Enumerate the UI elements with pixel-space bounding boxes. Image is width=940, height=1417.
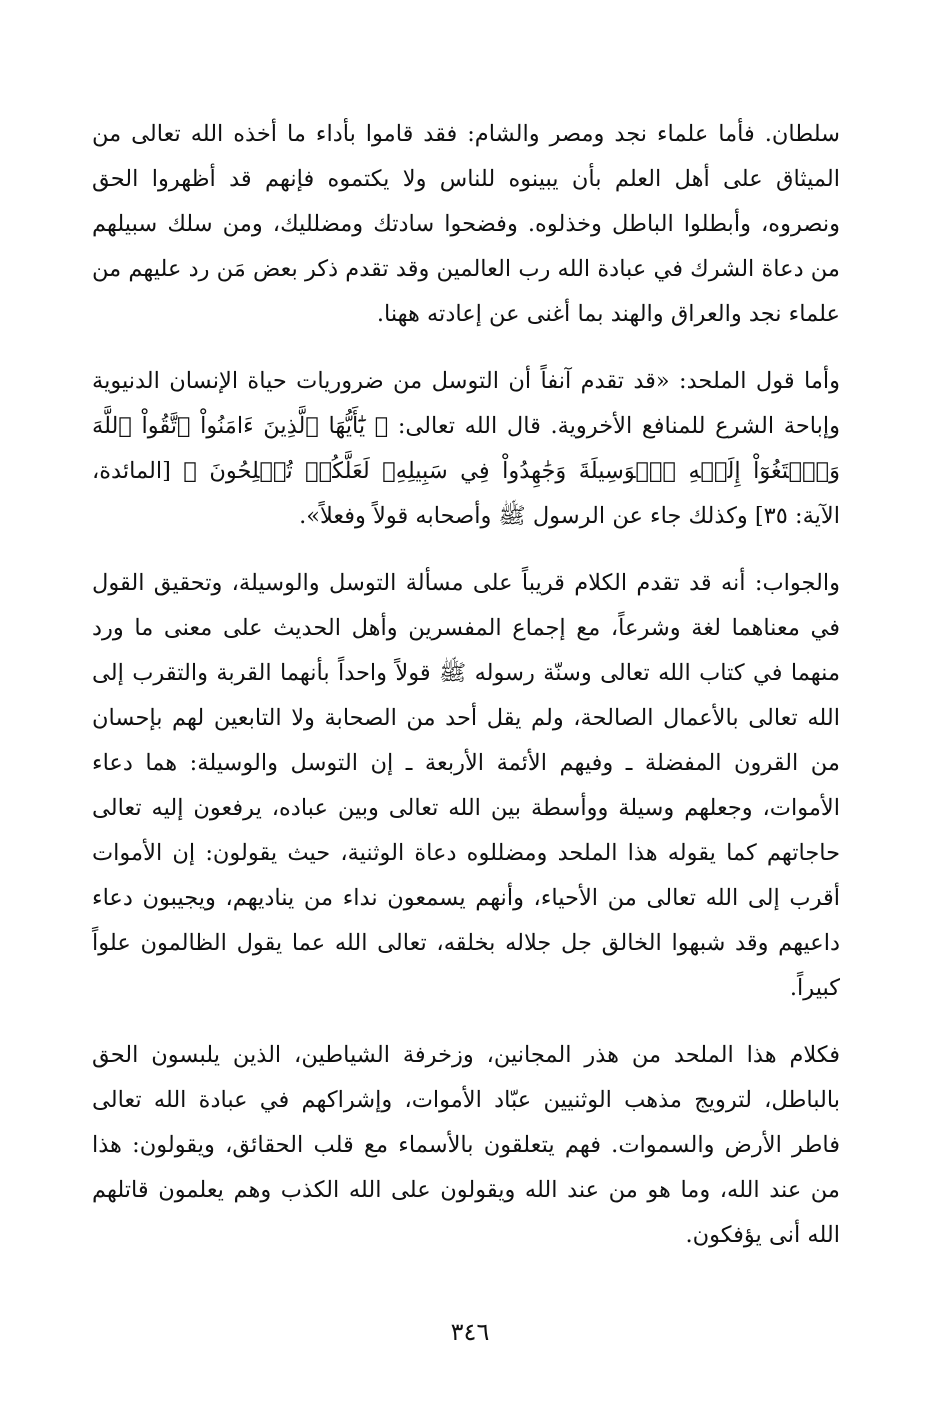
- page-body: [92, 112, 840, 1258]
- paragraph-3: والجواب: أنه قد تقدم الكلام قريباً على مسألة التوسل والوسيلة، وتحقيق القول في معناهما لغة وشرعاً، مع إجماع المفسرين وأهل الحديث على معنى ما ورد منهما في كتاب الله تعالى وسنّة رسوله ﷺ قولاً واحداً بأنهما القربة والتقرب إلى الله تعالى بالأعمال الصالحة، ولم يقل أحد من الصحابة ولا التابعين لهم بإحسان من القرون المفضلة ـ وفيهم الأئمة الأربعة ـ إن التوسل والوسيلة: هما دعاء الأموات، وجعلهم وسيلة ووأسطة بين الله تعالى وبين عباده، يرفعون إليه تعالى حاجاتهم كما يقوله هذا الملحد ومضللوه دعاة الوثنية، حيث يقولون: إن الأموات أقرب إلى الله تعالى من الأحياء، وأنهم يسمعون نداء من يناديهم، ويجيبون دعاء داعيهم وقد شبهوا الخالق جل جلاله بخلقه، تعالى الله عما يقول الظالمون علواً كبيراً.: [92, 570, 840, 1001]
- page-number: ٣٤٦: [450, 1318, 490, 1346]
- paragraph-2: وأما قول الملحد: «قد تقدم آنفاً أن التوسل من ضروريات حياة الإنسان الدنيوية وإباحة الشرع للمنافع الأخروية. قال الله تعالى: ﴿ يَٰٓأَيُّهَا ٱلَّذِينَ ءَامَنُواْ ٱتَّقُواْ ٱللَّهَ وَٱبۡتَغُوٓاْ إِلَيۡهِ ٱلۡوَسِيلَةَ وَجَٰهِدُواْ فِي سَبِيلِهِۦ لَعَلَّكُمۡ تُفۡلِحُونَ ﴾ [المائدة، الآية: ٣٥] وكذلك جاء عن الرسول ﷺ وأصحابه قولاً وفعلاً».: [92, 368, 840, 529]
- paragraph-4: فكلام هذا الملحد من هذر المجانين، وزخرفة الشياطين، الذين يلبسون الحق بالباطل، لترويج مذهب الوثنيين عبّاد الأموات، وإشراكهم في عبادة الله تعالى فاطر الأرض والسموات. فهم يتعلقون بالأسماء مع قلب الحقائق، ويقولون: هذا من عند الله، وما هو من عند الله ويقولون على الله الكذب وهم يعلمون قاتلهم الله أنى يؤفكون.: [92, 1042, 840, 1248]
- paragraph-1: سلطان. فأما علماء نجد ومصر والشام: فقد قاموا بأداء ما أخذه الله تعالى من الميثاق على أهل العلم بأن يبينوه للناس ولا يكتموه فإنهم قد أظهروا الحق ونصروه، وأبطلوا الباطل وخذلوه. وفضحوا سادتك ومضلليك، ومن سلك سبيلهم من دعاة الشرك في عبادة الله رب العالمين وقد تقدم ذكر بعض مَن رد عليهم من علماء نجد والعراق والهند بما أغنى عن إعادته ههنا.: [92, 121, 840, 327]
